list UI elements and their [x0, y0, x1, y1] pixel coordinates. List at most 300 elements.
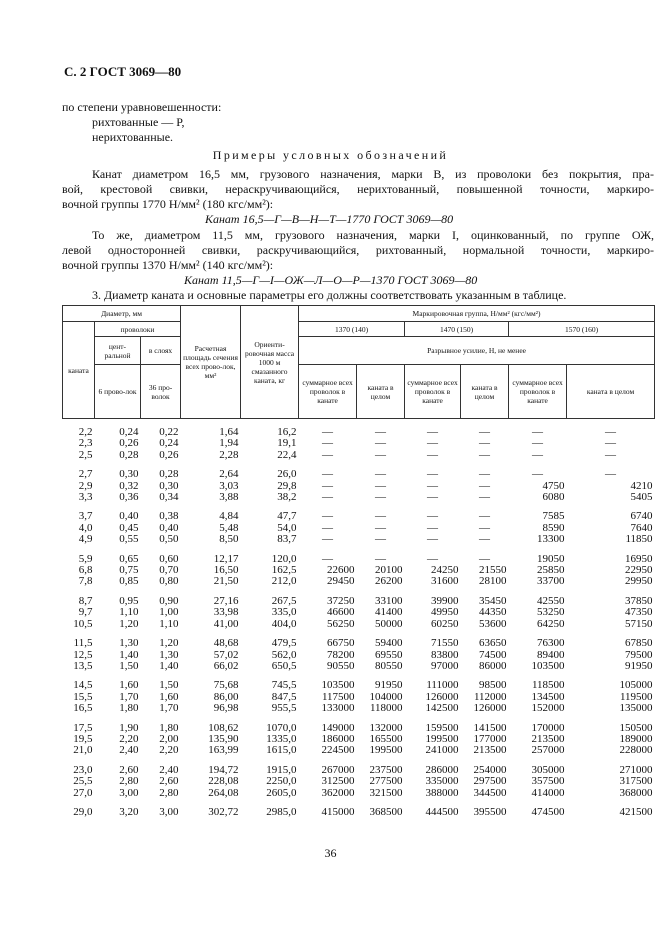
table-cell: 27,16 [213, 594, 239, 607]
table-cell: 0,26 [119, 437, 139, 450]
table-cell: 27,0 [73, 786, 93, 799]
table-cell: 44350 [479, 606, 507, 619]
table-cell: 13300 [537, 533, 565, 546]
table-cell: 0,28 [159, 468, 179, 481]
table-cell: 66750 [327, 637, 355, 650]
table-cell: 2,9 [78, 479, 93, 492]
table-cell: 6,8 [78, 564, 93, 577]
table-cell: 108,62 [208, 721, 239, 734]
parameters-table [62, 305, 655, 818]
table-cell: 69550 [375, 648, 403, 661]
table-cell: 213500 [473, 744, 507, 757]
table-cell: 3,3 [78, 491, 93, 504]
table-cell: 104000 [369, 690, 403, 703]
table-cell: 165500 [369, 732, 403, 745]
table-cell: 47,7 [277, 510, 297, 523]
table-cell: 344500 [473, 786, 507, 799]
table-cell: 228000 [619, 744, 653, 757]
table-cell: 388000 [425, 786, 459, 799]
table-row [63, 650, 655, 661]
table-cell: 368000 [619, 786, 653, 799]
table-cell: — [479, 491, 491, 504]
table-cell: — [427, 448, 439, 461]
table-cell: 39900 [431, 594, 459, 607]
table-cell: 395500 [473, 805, 507, 818]
table-row [63, 799, 655, 818]
table-cell: — [479, 533, 491, 546]
table-cell: 142500 [425, 702, 459, 715]
intro-line: по степени уравновешенности: [62, 100, 222, 114]
table-cell: 135,90 [208, 732, 239, 745]
table-cell: 21550 [479, 564, 507, 577]
table-cell: 66,02 [213, 659, 239, 672]
table-cell: 4,9 [78, 533, 93, 546]
table-cell: — [375, 521, 387, 534]
table-cell: 6080 [542, 491, 565, 504]
table-cell: 132000 [369, 721, 403, 734]
table-cell: 33100 [375, 594, 403, 607]
table-cell: — [427, 437, 439, 450]
table-cell: 11,5 [73, 637, 93, 650]
table-cell: 41400 [375, 606, 403, 619]
table-cell: 74500 [479, 648, 507, 661]
table-cell: 2,60 [159, 775, 179, 788]
table-cell: 1,10 [159, 617, 179, 630]
table-cell: 0,60 [159, 552, 179, 565]
table-cell: 89400 [537, 648, 565, 661]
table-cell: 1,60 [119, 679, 139, 692]
table-cell: 257000 [531, 744, 565, 757]
table-row [63, 450, 655, 461]
table-cell: — [375, 491, 387, 504]
table-cell: 955,5 [271, 702, 297, 715]
table-cell: 149000 [321, 721, 355, 734]
table-cell: 321500 [369, 786, 403, 799]
table-row [63, 734, 655, 745]
example1-line: Канат диаметром 16,5 мм, грузового назначения, марки В, из проволоки без покрытия, пра- [92, 167, 654, 181]
example1-designation: Канат 16,5—Г—В—Н—Т—1770 ГОСТ 3069—80 [205, 212, 454, 226]
table-cell: 91950 [375, 679, 403, 692]
table-cell: — [605, 426, 617, 438]
table-cell: — [375, 552, 387, 565]
table-cell: 33700 [537, 575, 565, 588]
table-cell: 22,4 [277, 448, 297, 461]
table-cell: 37250 [327, 594, 355, 607]
table-cell: 0,36 [119, 491, 139, 504]
table-cell: 0,85 [119, 575, 139, 588]
col-total-1: суммарное всех проволок в канате [299, 365, 357, 419]
table-cell: 91950 [625, 659, 653, 672]
page-header: С. 2 ГОСТ 3069—80 [64, 64, 182, 79]
table-cell: 297500 [473, 775, 507, 788]
table-cell: 49950 [431, 606, 459, 619]
col-g3: 1570 (160) [509, 322, 655, 337]
table-cell: 26,0 [277, 468, 297, 481]
table-cell: 57,02 [213, 648, 239, 661]
table-cell: 0,50 [159, 533, 179, 546]
table-cell: 228,08 [208, 775, 239, 788]
col-layers: в слоях [141, 337, 181, 365]
col-whole-1: каната в целом [357, 365, 405, 419]
table-cell: 38,2 [277, 491, 297, 504]
table-cell: 1,30 [159, 648, 179, 661]
table-row [63, 630, 655, 649]
table-cell: 23,0 [73, 763, 93, 776]
table-cell: 0,65 [119, 552, 139, 565]
table-cell: 264,08 [208, 786, 239, 799]
col-wires: проволоки [95, 322, 181, 337]
table-cell: 118500 [531, 679, 565, 692]
table-cell: — [322, 491, 334, 504]
table-cell: 3,7 [78, 510, 93, 523]
table-cell: 133000 [321, 702, 355, 715]
table-cell: — [605, 437, 617, 450]
clause-3: 3. Диаметр каната и основные параметры его должны соответствовать указанным в таблице. [92, 288, 567, 302]
table-cell: 1,70 [159, 702, 179, 715]
table-cell: 96,98 [213, 702, 239, 715]
table-cell: 1,40 [159, 659, 179, 672]
table-cell: 7,8 [78, 575, 93, 588]
table-cell: 8590 [542, 521, 565, 534]
table-cell: 2985,0 [266, 805, 297, 818]
table-row [63, 419, 655, 439]
table-cell: 241000 [425, 744, 459, 757]
table-cell: 47350 [625, 606, 653, 619]
table-row [63, 788, 655, 799]
table-cell: — [532, 437, 544, 450]
table-cell: 126000 [425, 690, 459, 703]
table-cell: 2,64 [219, 468, 239, 481]
table-cell: — [427, 468, 439, 481]
table-cell: 22950 [625, 564, 653, 577]
table-cell: 46600 [327, 606, 355, 619]
table-cell: 271000 [619, 763, 653, 776]
table-cell: 5,9 [78, 552, 93, 565]
table-cell: 33,98 [213, 606, 239, 619]
table-cell: 3,88 [219, 491, 239, 504]
table-cell: 2,00 [159, 732, 179, 745]
table-cell: 267,5 [271, 594, 297, 607]
table-cell: 0,24 [119, 426, 139, 438]
table-cell: 404,0 [271, 617, 297, 630]
table-cell: 1915,0 [266, 763, 297, 776]
table-cell: 267000 [321, 763, 355, 776]
table-cell: 0,38 [159, 510, 179, 523]
table-cell: 57150 [625, 617, 653, 630]
table-cell: 1,60 [159, 690, 179, 703]
table-cell: 162,5 [271, 564, 297, 577]
table-cell: 286000 [425, 763, 459, 776]
col-six-wires: 6 прово-лок [95, 365, 141, 419]
table-cell: 0,55 [119, 533, 139, 546]
col-g2: 1470 (150) [405, 322, 509, 337]
table-cell: 1,90 [119, 721, 139, 734]
table-cell: 152000 [531, 702, 565, 715]
table-cell: 5,48 [219, 521, 239, 534]
table-row [63, 757, 655, 776]
table-row [63, 492, 655, 503]
table-cell: 53250 [537, 606, 565, 619]
table-cell: — [532, 426, 544, 438]
table-row [63, 565, 655, 576]
table-cell: 237500 [369, 763, 403, 776]
col-diameter: Диаметр, мм [63, 306, 181, 322]
table-cell: 444500 [425, 805, 459, 818]
table-cell: 1,80 [159, 721, 179, 734]
table-row [63, 745, 655, 756]
table-cell: — [322, 552, 334, 565]
table-row [63, 588, 655, 607]
table-cell: 415000 [321, 805, 355, 818]
table-cell: 2,60 [119, 763, 139, 776]
table-cell: 305000 [531, 763, 565, 776]
table-cell: 54,0 [277, 521, 297, 534]
table-cell: 3,00 [119, 786, 139, 799]
table-cell: — [322, 479, 334, 492]
table-cell: — [375, 448, 387, 461]
col-thirtysix-wires: 36 про-волок [141, 365, 181, 419]
table-cell: 0,40 [159, 521, 179, 534]
table-cell: 3,03 [219, 479, 239, 492]
table-cell: — [479, 448, 491, 461]
table-cell: 0,75 [119, 564, 139, 577]
table-cell: 414000 [531, 786, 565, 799]
table-cell: 71550 [431, 637, 459, 650]
table-row [63, 692, 655, 703]
table-cell: — [427, 479, 439, 492]
table-cell: 24250 [431, 564, 459, 577]
table-cell: 103500 [531, 659, 565, 672]
table-row [63, 672, 655, 691]
table-row [63, 661, 655, 672]
intro-line: нерихтованные. [92, 130, 174, 144]
table-cell: 189000 [619, 732, 653, 745]
table-row [63, 503, 655, 522]
table-cell: — [427, 426, 439, 438]
table-cell: 1,50 [119, 659, 139, 672]
table-cell: 1,30 [119, 637, 139, 650]
table-body [63, 419, 655, 819]
table-cell: 254000 [473, 763, 507, 776]
table-cell: 847,5 [271, 690, 297, 703]
table-cell: 4210 [630, 479, 653, 492]
table-cell: 21,50 [213, 575, 239, 588]
table-cell: — [532, 468, 544, 481]
table-cell: — [479, 479, 491, 492]
table-cell: 2,5 [78, 448, 93, 461]
table-cell: 0,80 [159, 575, 179, 588]
table-cell: 277500 [369, 775, 403, 788]
table-cell: — [375, 426, 387, 438]
table-cell: 2,20 [159, 744, 179, 757]
table-cell: 2,7 [78, 468, 93, 481]
table-cell: 0,45 [119, 521, 139, 534]
table-cell: 335,0 [271, 606, 297, 619]
table-cell: 16,50 [213, 564, 239, 577]
col-area: Расчетная площадь сечения всех прово-лок, мм² [181, 306, 241, 419]
table-cell: 29,8 [277, 479, 297, 492]
table-row [63, 576, 655, 587]
table-cell: 12,5 [73, 648, 93, 661]
table-cell: — [375, 437, 387, 450]
table-cell: 1070,0 [266, 721, 297, 734]
col-total-3: суммарное всех проволок в канате [509, 365, 567, 419]
table-cell: 1,40 [119, 648, 139, 661]
table-cell: 10,5 [73, 617, 93, 630]
table-cell: 15,5 [73, 690, 93, 703]
table-cell: 63650 [479, 637, 507, 650]
table-cell: 1,00 [159, 606, 179, 619]
table-cell: 48,68 [213, 637, 239, 650]
table-cell: 0,24 [159, 437, 179, 450]
table-cell: 64250 [537, 617, 565, 630]
table-cell: 150500 [619, 721, 653, 734]
table-row [63, 438, 655, 449]
table-cell: — [322, 448, 334, 461]
table-cell: 212,0 [271, 575, 297, 588]
table-cell: 368500 [369, 805, 403, 818]
table-cell: 0,30 [159, 479, 179, 492]
table-row [63, 546, 655, 565]
table-cell: 141500 [473, 721, 507, 734]
table-cell: 6740 [630, 510, 653, 523]
table-cell: — [427, 491, 439, 504]
table-cell: 650,5 [271, 659, 297, 672]
table-cell: 22600 [327, 564, 355, 577]
table-cell: 19,5 [73, 732, 93, 745]
table-cell: 17,5 [73, 721, 93, 734]
table-cell: 1,80 [119, 702, 139, 715]
table-cell: — [322, 437, 334, 450]
table-cell: 19,1 [277, 437, 297, 450]
table-cell: 78200 [327, 648, 355, 661]
table-cell: 317500 [619, 775, 653, 788]
table-cell: 2,20 [119, 732, 139, 745]
col-whole-2: каната в целом [461, 365, 509, 419]
table-cell: 213500 [531, 732, 565, 745]
table-cell: — [322, 533, 334, 546]
table-cell: 76300 [537, 637, 565, 650]
table-cell: — [427, 510, 439, 523]
table-cell: 31600 [431, 575, 459, 588]
table-cell: 1,10 [119, 606, 139, 619]
table-cell: 194,72 [208, 763, 239, 776]
table-cell: — [375, 533, 387, 546]
col-g1: 1370 (140) [299, 322, 405, 337]
table-cell: 7585 [542, 510, 565, 523]
table-cell: 562,0 [271, 648, 297, 661]
table-cell: — [479, 510, 491, 523]
table-cell: 20100 [375, 564, 403, 577]
table-cell: 53600 [479, 617, 507, 630]
table-cell: — [375, 479, 387, 492]
col-whole-3: каната в целом [567, 365, 655, 419]
table-cell: 5405 [630, 491, 653, 504]
table-cell: 86000 [479, 659, 507, 672]
table-cell: 80550 [375, 659, 403, 672]
table-cell: — [375, 510, 387, 523]
table-row [63, 703, 655, 714]
example1-line: вой, крестовой свивки, нераскручивающийся, нерихтованный, повышенной точности, маркиро- [62, 182, 654, 196]
table-cell: 86,00 [213, 690, 239, 703]
example2-line: левой односторонней свивки, раскручивающийся, рихтованный, нормальной точности, маркиро- [62, 243, 654, 257]
table-row [63, 481, 655, 492]
table-row [63, 461, 655, 480]
table-cell: 1335,0 [266, 732, 297, 745]
table-cell: — [479, 437, 491, 450]
table-cell: 75,68 [213, 679, 239, 692]
table-cell: 2,40 [119, 744, 139, 757]
table-cell: 0,90 [159, 594, 179, 607]
table-cell: 0,22 [159, 426, 179, 438]
table-cell: 2,2 [78, 426, 93, 438]
table-cell: 19050 [537, 552, 565, 565]
table-cell: — [605, 468, 617, 481]
table-row [63, 534, 655, 545]
table-cell: 16,5 [73, 702, 93, 715]
table-cell: 56250 [327, 617, 355, 630]
table-cell: 1,50 [159, 679, 179, 692]
table-cell: 2,80 [159, 786, 179, 799]
table-cell: 120,0 [271, 552, 297, 565]
table-cell: 7640 [630, 521, 653, 534]
table-cell: 163,99 [208, 744, 239, 757]
table-cell: 16,2 [277, 426, 297, 438]
table-cell: 362000 [321, 786, 355, 799]
table-cell: 2,3 [78, 437, 93, 450]
table-cell: 59400 [375, 637, 403, 650]
col-total-2: суммарное всех проволок в канате [405, 365, 461, 419]
example2-designation: Канат 11,5—Г—I—ОЖ—Л—О—Р—1370 ГОСТ 3069—80 [184, 273, 478, 287]
table-cell: 26200 [375, 575, 403, 588]
table-cell: 118000 [369, 702, 403, 715]
table-cell: 3,20 [119, 805, 139, 818]
table-cell: 29,0 [73, 805, 93, 818]
table-cell: — [322, 521, 334, 534]
table-cell: — [322, 426, 334, 438]
table-row [63, 607, 655, 618]
table-cell: 4,84 [219, 510, 239, 523]
example2-line: То же, диаметром 11,5 мм, грузового назначения, марки I, оцинкованный, по группе ОЖ, [92, 228, 654, 242]
table-cell: 177000 [473, 732, 507, 745]
table-cell: 1,20 [119, 617, 139, 630]
table-cell: 1615,0 [266, 744, 297, 757]
table-cell: 16950 [625, 552, 653, 565]
table-cell: — [427, 533, 439, 546]
col-central: цент-ральной [95, 337, 141, 365]
table-cell: 186000 [321, 732, 355, 745]
table-cell: — [605, 448, 617, 461]
table-cell: 35450 [479, 594, 507, 607]
table-cell: 4750 [542, 479, 565, 492]
table-cell: — [479, 426, 491, 438]
example1-line: вочной группы 1770 Н/мм² (180 кгс/мм²): [62, 197, 274, 211]
table-cell: 2250,0 [266, 775, 297, 788]
table-cell: 134500 [531, 690, 565, 703]
table-cell: 41,00 [213, 617, 239, 630]
table-cell: 199500 [369, 744, 403, 757]
table-cell: — [427, 552, 439, 565]
table-cell: 79500 [625, 648, 653, 661]
table-cell: 2605,0 [266, 786, 297, 799]
table-cell: 159500 [425, 721, 459, 734]
table-cell: 111000 [426, 679, 459, 692]
table-cell: — [479, 552, 491, 565]
table-cell: 335000 [425, 775, 459, 788]
table-cell: 50000 [375, 617, 403, 630]
table-cell: 28100 [479, 575, 507, 588]
col-breaking-force: Разрывное усилие, Н, не менее [299, 337, 655, 365]
